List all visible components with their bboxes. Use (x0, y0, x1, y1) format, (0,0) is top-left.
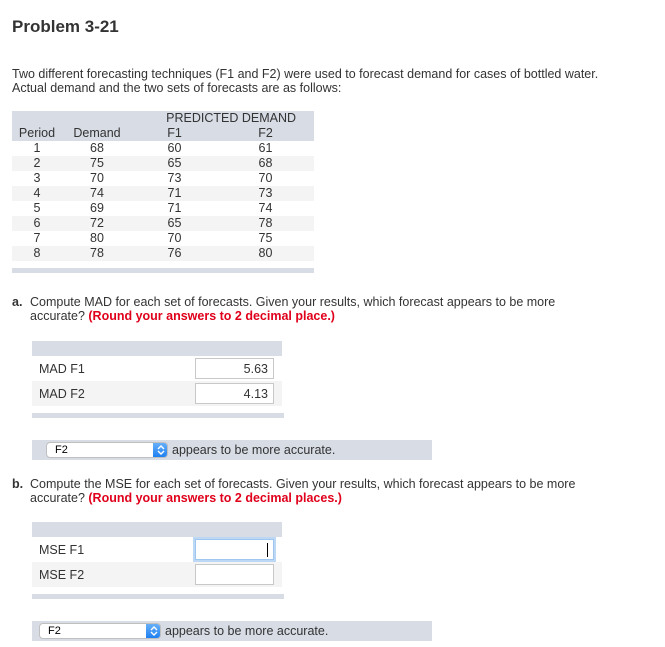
table-row (12, 171, 314, 186)
part-b-letter: b. (12, 477, 24, 491)
table-row (12, 231, 314, 246)
cell-f2: 78 (258, 216, 273, 230)
table-row (12, 186, 314, 201)
cell-f2: 70 (258, 171, 273, 185)
table-row (12, 201, 314, 216)
cell-f1: 71 (167, 201, 182, 215)
mad-f2-row (32, 381, 282, 406)
mad-table-header (32, 341, 282, 356)
select-updown-icon (153, 442, 168, 458)
mad-f1-label: MAD F1 (39, 361, 85, 376)
part-b-select-row (32, 621, 432, 641)
mad-f1-input[interactable] (195, 358, 274, 379)
cell-demand: 68 (90, 141, 104, 155)
part-b-forecast-select[interactable] (39, 623, 161, 639)
table-row (12, 156, 314, 171)
part-a-question (12, 295, 652, 323)
cell-demand: 75 (90, 156, 104, 170)
part-a-select-value: F2 (55, 444, 68, 456)
mse-f1-label: MSE F1 (39, 542, 85, 557)
text-caret (267, 543, 268, 557)
part-b-question (12, 477, 652, 505)
cell-period: 4 (33, 186, 41, 200)
cell-f1: 65 (167, 216, 182, 230)
select-updown-icon (146, 623, 161, 639)
table-row (12, 141, 314, 156)
page-title: Problem 3-21 (12, 17, 119, 36)
mad-f2-label: MAD F2 (39, 386, 85, 401)
cell-f1: 70 (167, 231, 182, 245)
cell-f2: 61 (258, 141, 273, 155)
col-header-demand: Demand (73, 126, 121, 140)
cell-demand: 72 (90, 216, 104, 230)
mse-answer-table (32, 522, 282, 587)
cell-f1: 60 (167, 141, 182, 155)
cell-period: 7 (33, 231, 41, 245)
cell-f1: 71 (167, 186, 182, 200)
part-a-line-1: Compute MAD for each set of forecasts. Given your results, which forecast appears to be more (30, 295, 556, 309)
mse-f2-input[interactable] (195, 564, 274, 585)
table-row (12, 246, 314, 261)
cell-f1: 65 (167, 156, 182, 170)
part-a-letter: a. (12, 295, 23, 309)
cell-f2: 73 (258, 186, 273, 200)
mse-f1-input[interactable] (195, 539, 274, 560)
mad-f1-row (32, 356, 282, 381)
part-b-line-2: accurate? (30, 491, 89, 505)
cell-f2: 80 (258, 246, 273, 260)
intro-line-2: Actual demand and the two sets of forecasts are as follows: (12, 81, 342, 95)
demand-forecast-table (12, 111, 314, 261)
part-a-select-row (32, 440, 432, 460)
col-header-period: Period (18, 126, 56, 140)
col-header-f2: F2 (258, 126, 273, 140)
part-a-line-2: accurate? (30, 309, 89, 323)
mse-f1-row (32, 537, 282, 562)
problem-intro (12, 67, 652, 95)
cell-demand: 78 (90, 246, 104, 260)
mse-f2-label: MSE F2 (39, 567, 85, 582)
cell-f1: 73 (167, 171, 182, 185)
part-a-select-suffix: appears to be more accurate. (172, 443, 336, 457)
cell-period: 3 (33, 171, 41, 185)
cell-period: 5 (33, 201, 41, 215)
predicted-demand-header: PREDICTED DEMAND (166, 111, 296, 125)
mse-f2-row (32, 562, 282, 587)
mse-table-footer-bar (32, 594, 284, 599)
mad-answer-table (32, 341, 282, 406)
part-a-rounding-note: (Round your answers to 2 decimal place.) (88, 309, 335, 323)
part-b-line-1: Compute the MSE for each set of forecasts. Given your results, which forecast appears to be more (30, 477, 576, 491)
mad-f2-input[interactable] (195, 383, 274, 404)
part-b-rounding-note: (Round your answers to 2 decimal places.) (88, 491, 342, 505)
cell-f2: 68 (258, 156, 273, 170)
cell-period: 2 (33, 156, 41, 170)
mad-table-footer-bar (32, 413, 284, 418)
cell-f2: 74 (258, 201, 273, 215)
part-a-forecast-select[interactable] (46, 442, 168, 458)
intro-line-1: Two different forecasting techniques (F1 and F2) were used to forecast demand for cases of bottled water. (12, 67, 599, 81)
table-row (12, 216, 314, 231)
part-b-select-suffix: appears to be more accurate. (165, 624, 329, 638)
cell-demand: 69 (90, 201, 104, 215)
col-header-f1: F1 (167, 126, 182, 140)
table-footer-bar (12, 268, 314, 273)
part-b-select-value: F2 (48, 625, 61, 637)
cell-f1: 76 (167, 246, 182, 260)
cell-period: 1 (33, 141, 41, 155)
cell-period: 6 (33, 216, 41, 230)
cell-period: 8 (33, 246, 41, 260)
cell-demand: 80 (90, 231, 104, 245)
cell-f2: 75 (258, 231, 273, 245)
cell-demand: 74 (90, 186, 104, 200)
mse-table-header (32, 522, 282, 537)
cell-demand: 70 (90, 171, 104, 185)
